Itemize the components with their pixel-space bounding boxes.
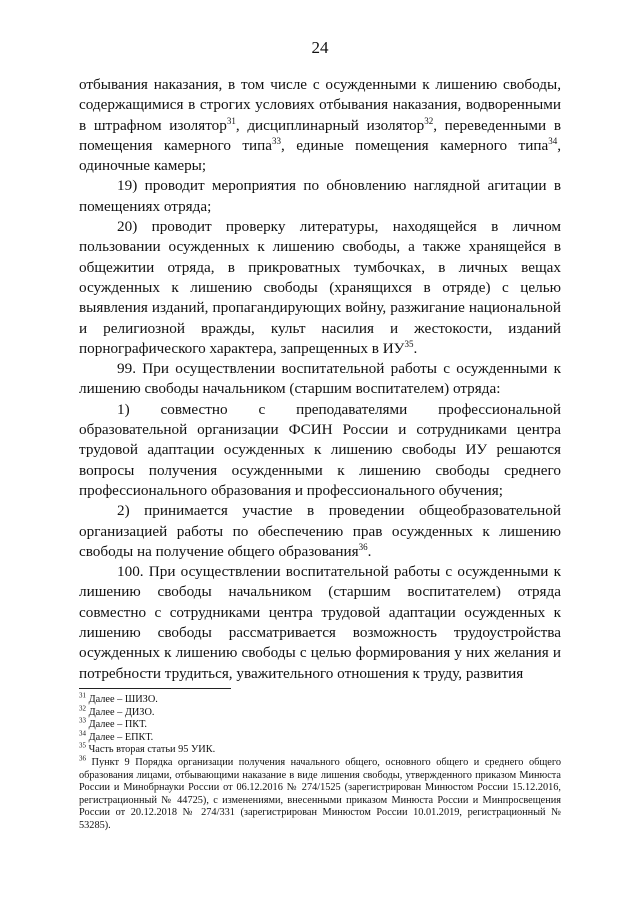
footnote-ref: 36 xyxy=(358,541,368,552)
paragraph-item-19: 19) проводит мероприятия по обновлению наглядной агитации в помещениях отряда; xyxy=(79,177,561,215)
footnote: $^{32}$ Далее – ДИЗО. xyxy=(79,704,155,718)
footnote: $^{35}$ Часть вторая статьи 95 УИК. xyxy=(79,741,216,756)
footnote: $^{36}$ Пункт 9 Порядка организации получения начального общего, основного общего и среднего общего образования лицами, отбывающими наказание в виде лишения свободы, утвержденного приказом Минюста России и Минобрнауки России от 06.12.2016 № 274/1525 (зарегистрирован Минюстом России 15.12.2016, регистрационный № 44725), с изменениями, внесенными приказом Минюста России и Минпросвещения России от 20.12.2018 № 274/331 (зарегистрирован Минюстом России 10.01.2019, регистрационный № 53285). xyxy=(79,754,561,831)
paragraph-item-99-1: 1) совместно с преподавателями профессиональной образовательной организации ФСИН России и сотрудниками центра трудовой адаптации осужденных к лишению свободы ИУ решаются вопросы получения осужденными к лишению свободы среднего профессионального образования и профессионального обучения; xyxy=(79,400,561,499)
footnote-ref: 35 xyxy=(404,338,414,349)
paragraph-clause-100: 100. При осуществлении воспитательной работы с осужденными к лишению свободы начальником (старшим воспитателем) отряда совместно с сотрудниками центра трудовой адаптации осужденных к лишению свободы рассматривается возможность трудоустройства осужденных к лишению свободы с целью формирования у них желания и потребности трудиться, уважительного отношения к труду, развития xyxy=(79,563,561,682)
footnote: $^{33}$ Далее – ПКТ. xyxy=(79,716,147,731)
footnote-number: 34 xyxy=(79,729,86,738)
footnote: $^{31}$ Далее – ШИЗО. xyxy=(79,691,158,705)
page-number: 24 xyxy=(311,38,329,57)
paragraph-item-99-2: 2) принимается участие в проведении общеобразовательной организацией работы по обеспечению прав осужденных к лишению свободы на получение общего образования$^{36}$. xyxy=(79,502,561,560)
paragraph-continuation: отбывания наказания, в том числе с осужденными к лишению свободы, содержащимися в строгих условиях отбывания наказания, водворенными в штрафном изолятор$^{31}$, дисциплинарный изолятор$^{32}$, переведенными в помещения камерного типа$^{33}$, единые помещения камерного типа$^{34}$, одиночные камеры; xyxy=(79,76,562,175)
footnote-number: 35 xyxy=(79,741,86,750)
footnote-number: 36 xyxy=(79,754,86,763)
footnote-number: 31 xyxy=(79,691,86,700)
footnote-number: 32 xyxy=(79,704,86,713)
footnote-ref: 31 xyxy=(226,115,236,126)
footnote-ref: 32 xyxy=(424,115,434,126)
footnote: $^{34}$ Далее – ЕПКТ. xyxy=(79,729,154,743)
paragraph-item-20: 20) проводит проверку литературы, находящейся в личном пользовании осужденных к лишению свободы, а также хранящейся в общежитии отряда, в прикроватных тумбочках, в личных вещах осужденных к лишению свободы (хранящихся в отряде) с целью выявления изданий, пропагандирующих войну, разжигание национальной и религиозной вражды, культ насилия и жестокости, изданий порнографического характера, запрещенных в ИУ$^{35}$. xyxy=(79,218,561,357)
footnotes xyxy=(79,691,561,833)
footnote-ref: 33 xyxy=(272,135,282,146)
footnote-number: 33 xyxy=(79,716,86,725)
paragraph-clause-99: 99. При осуществлении воспитательной работы с осужденными к лишению свободы начальником (старшим воспитателем) отряда: xyxy=(79,360,561,398)
footnote-ref: 34 xyxy=(548,135,558,146)
footnote-divider xyxy=(79,688,231,689)
body-text xyxy=(79,75,561,684)
